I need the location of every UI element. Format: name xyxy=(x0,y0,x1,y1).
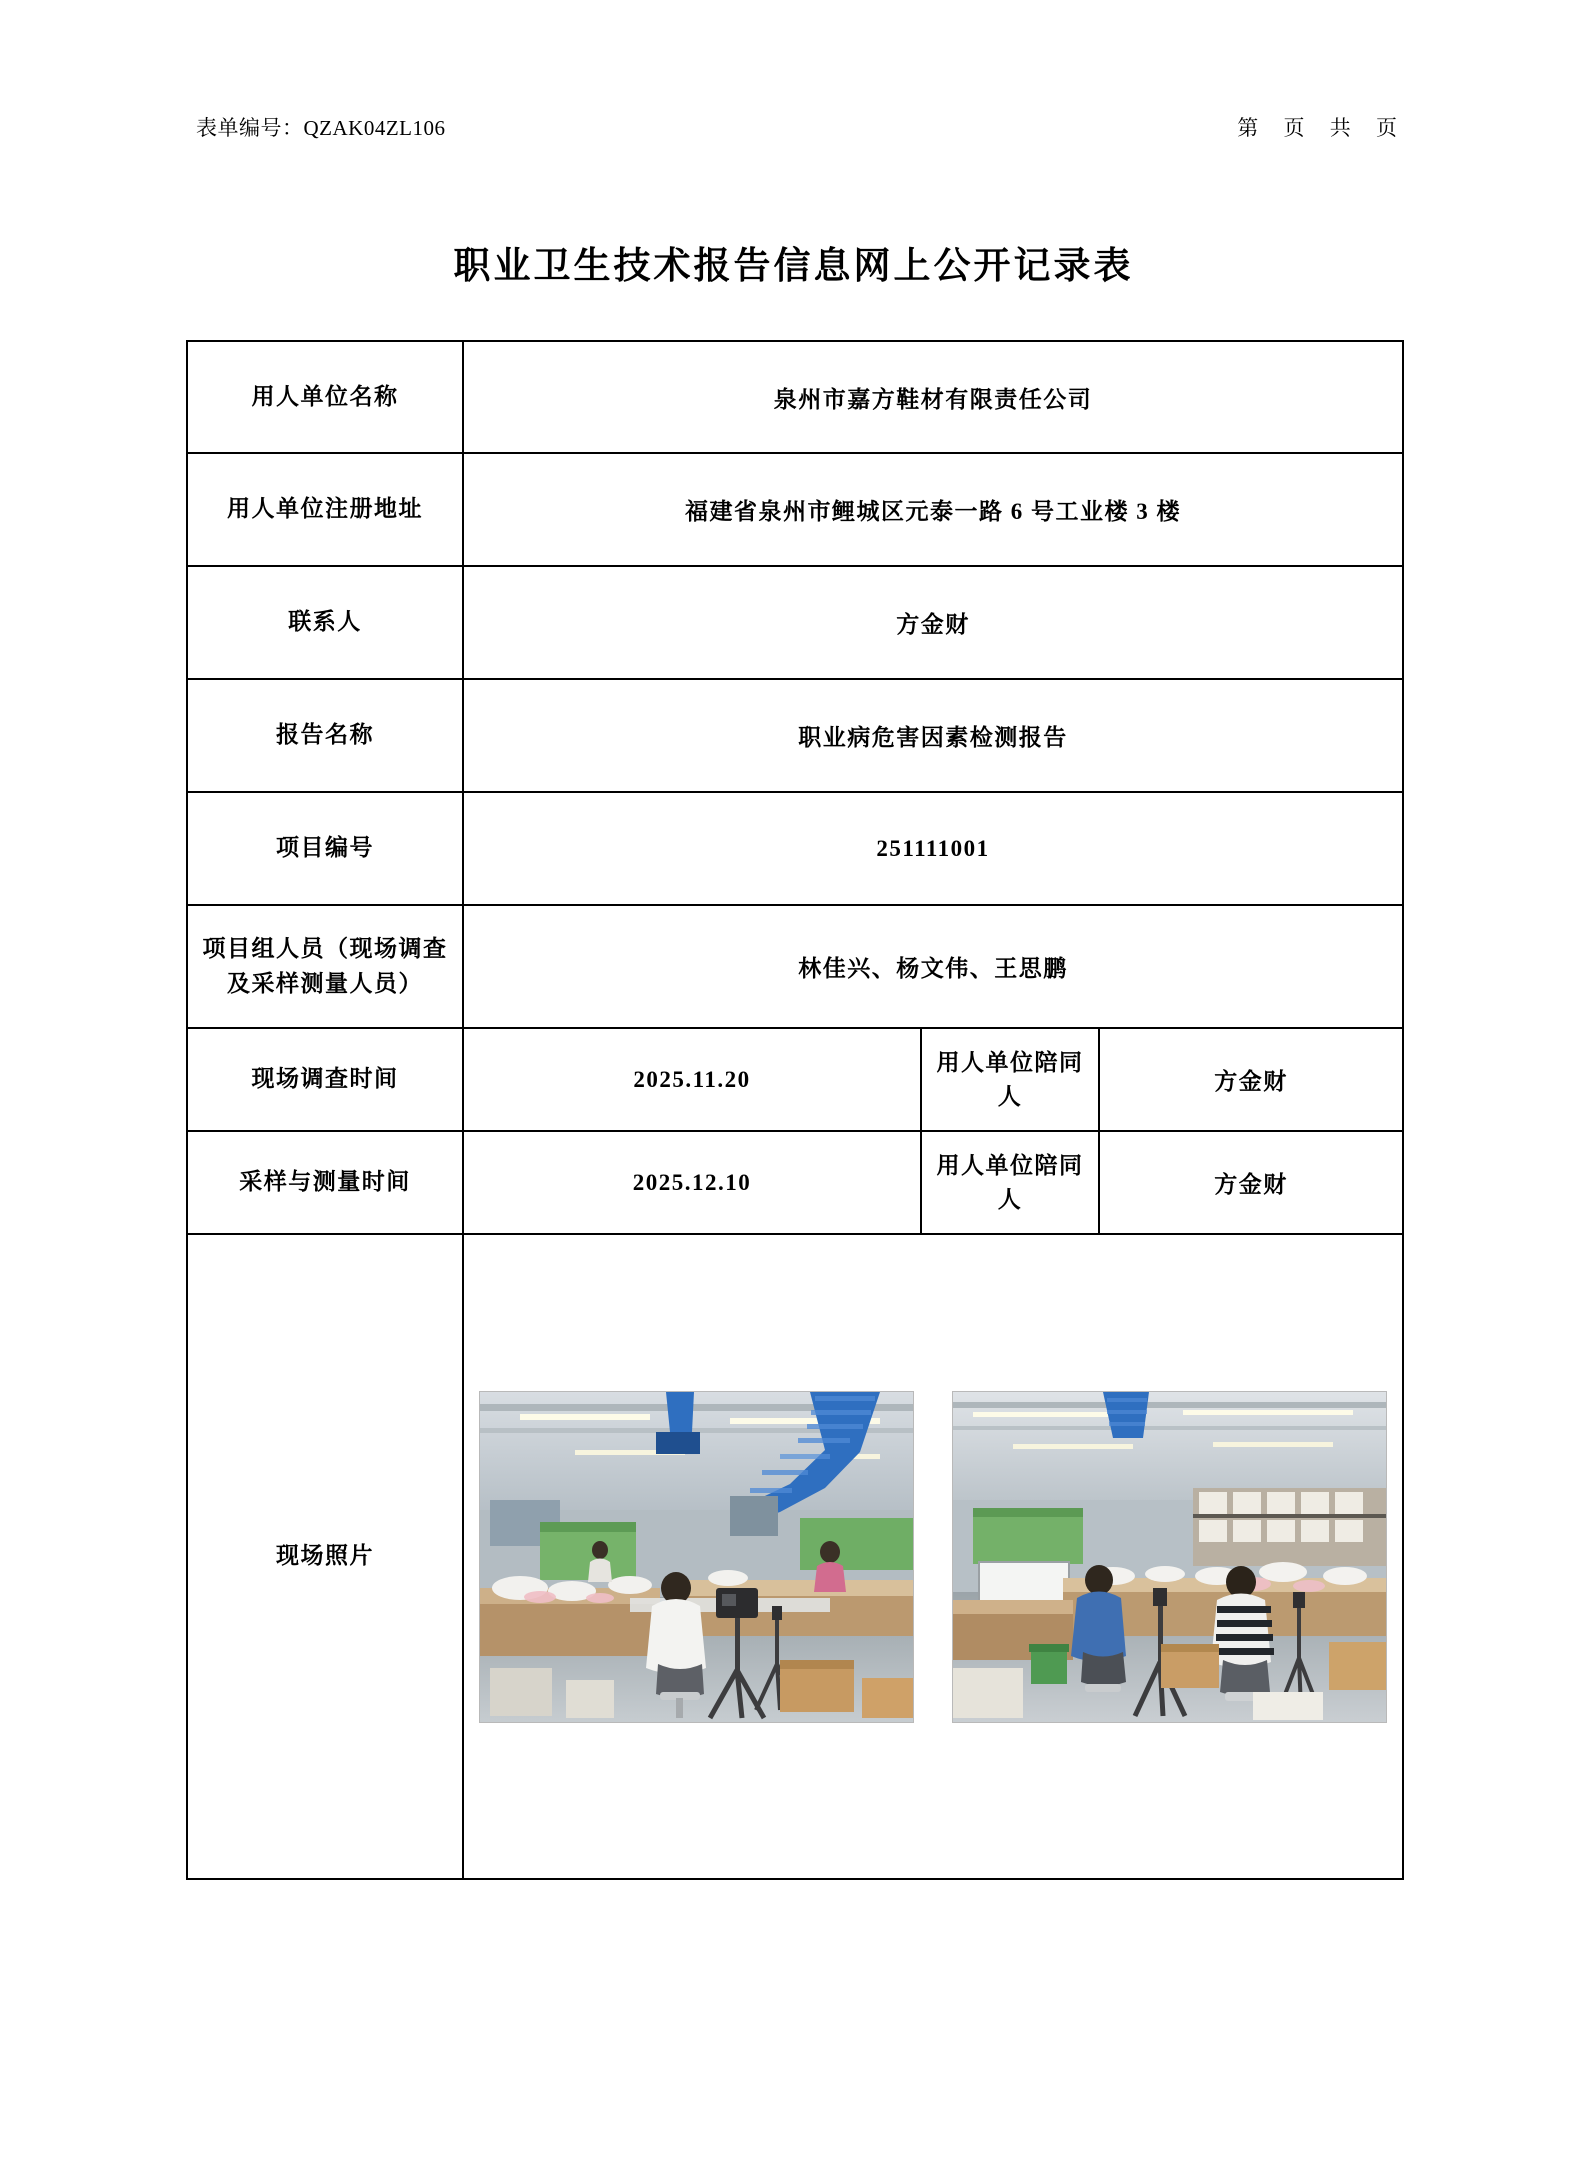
table-row xyxy=(187,792,1403,905)
row-value-employer-name: 泉州市嘉方鞋材有限责任公司 xyxy=(463,341,1403,453)
record-table xyxy=(186,340,1404,1880)
row-label-survey-date: 现场调查时间 xyxy=(187,1028,463,1131)
row-label-employer-name: 用人单位名称 xyxy=(187,341,463,453)
workshop-photo-left xyxy=(479,1391,914,1723)
row-value-employer-address: 福建省泉州市鲤城区元泰一路 6 号工业楼 3 楼 xyxy=(463,453,1403,566)
row-label-report-name: 报告名称 xyxy=(187,679,463,792)
row-label-survey-accompany: 用人单位陪同人 xyxy=(921,1028,1099,1131)
table-row xyxy=(187,453,1403,566)
row-value-sampling-accompany: 方金财 xyxy=(1099,1131,1403,1234)
row-value-sampling-date: 2025.12.10 xyxy=(463,1131,921,1234)
row-label-sampling-accompany: 用人单位陪同人 xyxy=(921,1131,1099,1234)
row-value-survey-date: 2025.11.20 xyxy=(463,1028,921,1131)
table-row xyxy=(187,1131,1403,1234)
table-row xyxy=(187,566,1403,679)
row-value-survey-accompany: 方金财 xyxy=(1099,1028,1403,1131)
table-row xyxy=(187,679,1403,792)
photo-gallery xyxy=(465,1381,1401,1733)
row-value-contact: 方金财 xyxy=(463,566,1403,679)
table-row xyxy=(187,1234,1403,1879)
table-row xyxy=(187,1028,1403,1131)
form-number: 表单编号：QZAK04ZL106 xyxy=(196,116,446,140)
row-value-report-name: 职业病危害因素检测报告 xyxy=(463,679,1403,792)
table-row xyxy=(187,905,1403,1028)
row-label-contact: 联系人 xyxy=(187,566,463,679)
row-label-employer-address: 用人单位注册地址 xyxy=(187,453,463,566)
workshop-photo-right xyxy=(952,1391,1387,1723)
row-label-sampling-date: 采样与测量时间 xyxy=(187,1131,463,1234)
row-value-team-members: 林佳兴、杨文伟、王思鹏 xyxy=(463,905,1403,1028)
row-value-site-photos xyxy=(463,1234,1403,1879)
row-label-site-photos: 现场照片 xyxy=(187,1234,463,1879)
page-number: 第 页 共 页 xyxy=(1237,116,1407,140)
row-value-project-no: 251111001 xyxy=(463,792,1403,905)
document-header xyxy=(196,112,1407,142)
row-label-project-no: 项目编号 xyxy=(187,792,463,905)
page-title: 职业卫生技术报告信息网上公开记录表 xyxy=(453,246,1134,287)
row-label-team-members: 项目组人员（现场调查及采样测量人员） xyxy=(187,905,463,1028)
table-row xyxy=(187,341,1403,453)
